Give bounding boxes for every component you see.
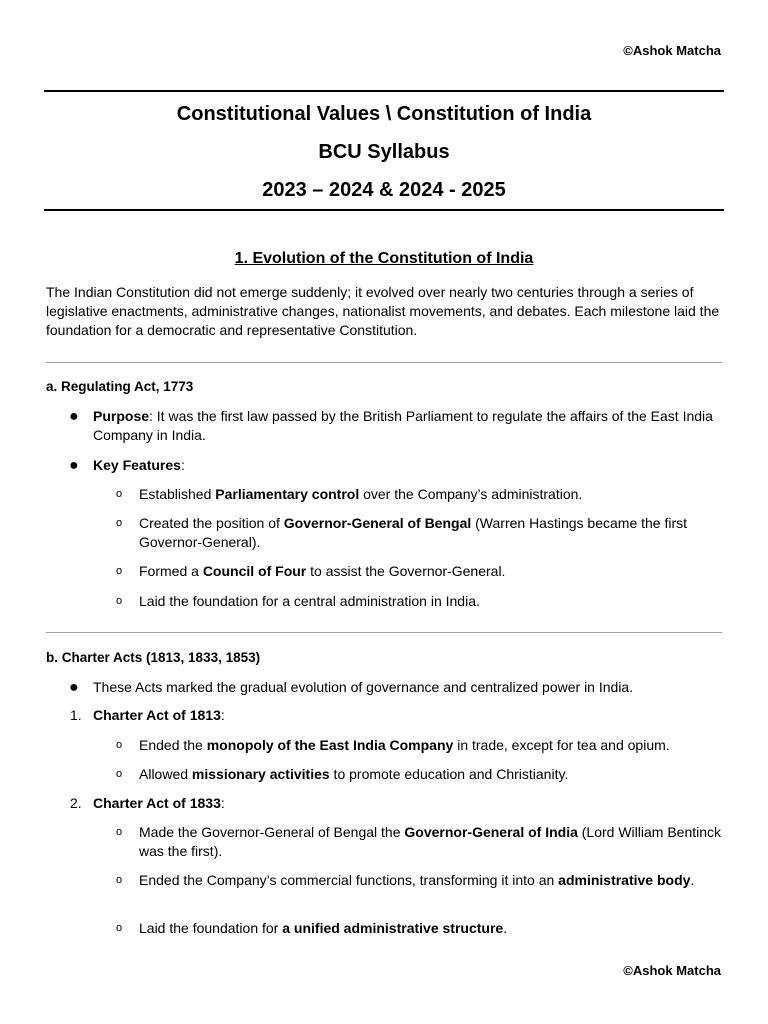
charter-acts-heading: b. Charter Acts (1813, 1833, 1853) (46, 650, 261, 665)
purpose-text: : It was the first law passed by the British Parliament to regulate the affairs of the East India Company in India. (93, 408, 713, 443)
document-subtitle: BCU Syllabus (318, 141, 450, 163)
top-divider (44, 90, 724, 92)
feature-text: Established (139, 486, 216, 502)
point-bold: administrative body (558, 872, 691, 888)
charter-act-colon: : (220, 707, 225, 723)
point-bold: Governor-General of India (404, 824, 578, 840)
section-divider (46, 632, 722, 633)
feature-bold: Council of Four (202, 563, 307, 579)
act-point-item (139, 919, 724, 938)
feature-item (139, 514, 724, 552)
charter-intro-item: These Acts marked the gradual evolution of governance and centralized power in India. (93, 679, 634, 695)
bullet-disc: ● (69, 679, 79, 696)
point-text: Ended the (139, 737, 207, 753)
title-divider (44, 209, 724, 211)
point-text: . (503, 920, 508, 936)
feature-text: (Warren Hastings became the first Governor-General). (139, 515, 688, 550)
point-text: Allowed (139, 766, 192, 782)
feature-bold: Parliamentary control (215, 486, 360, 502)
point-text: to promote education and Christianity. (329, 766, 569, 782)
feature-item (139, 562, 724, 581)
section-intro: The Indian Constitution did not emerge suddenly; it evolved over nearly two centuries through a series of legislative enactments, administrative changes, nationalist movements, and debates. Each milestone laid the foundation for a democratic and representative Constitution. (46, 284, 720, 338)
purpose-label: Purpose (93, 408, 150, 424)
charter-act-1833-label: Charter Act of 1833 (93, 795, 221, 811)
feature-text: to assist the Governor-General. (306, 563, 506, 579)
bullet-circle: o (116, 565, 123, 577)
charter-act-colon: : (220, 795, 225, 811)
bullet-circle: o (116, 595, 123, 607)
feature-text: Created the position of (139, 515, 284, 531)
point-text: . (690, 872, 695, 888)
point-text: Made the Governor-General of Bengal the (139, 824, 405, 840)
point-text: (Lord William Bentinck was the first). (139, 824, 722, 859)
bullet-circle: o (116, 922, 123, 934)
bullet-circle: o (116, 517, 123, 529)
key-features-item (93, 456, 723, 475)
bullet-circle: o (116, 768, 123, 780)
act-point-item (139, 871, 724, 890)
bullet-circle: o (116, 488, 123, 500)
purpose-item (93, 407, 723, 445)
bullet-circle: o (116, 826, 123, 838)
key-features-colon: : (180, 457, 185, 473)
document-title: Constitutional Values \ Constitution of India (176, 103, 592, 125)
feature-text: Formed a (139, 563, 203, 579)
list-number: 1. (70, 707, 82, 723)
bullet-disc: ● (69, 457, 79, 474)
act-point-item (139, 736, 724, 755)
section-heading: 1. Evolution of the Constitution of India (234, 250, 534, 267)
section-divider (46, 362, 722, 363)
bullet-circle: o (116, 739, 123, 751)
document-years: 2023 – 2024 & 2024 - 2025 (262, 179, 506, 201)
feature-item (139, 592, 724, 611)
act-point-item (139, 765, 724, 784)
charter-act-1813-label: Charter Act of 1813 (93, 707, 221, 723)
point-bold: monopoly of the East India Company (206, 737, 454, 753)
list-number: 2. (70, 795, 82, 811)
bullet-circle: o (116, 874, 123, 886)
feature-text: over the Company’s administration. (359, 486, 583, 502)
key-features-label: Key Features (93, 457, 181, 473)
bullet-disc: ● (69, 408, 79, 425)
regulating-act-heading: a. Regulating Act, 1773 (46, 379, 194, 394)
point-text: Laid the foundation for (139, 920, 283, 936)
act-point-item (139, 823, 724, 861)
feature-item (139, 485, 724, 504)
footer-copyright: ©Ashok Matcha (623, 963, 721, 978)
point-text: Ended the Company’s commercial functions, transforming it into an (139, 872, 559, 888)
charter-act-1833-item (93, 794, 723, 813)
point-bold: missionary activities (191, 766, 330, 782)
point-bold: a unified administrative structure (282, 920, 504, 936)
feature-text: Laid the foundation for a central administration in India. (139, 593, 480, 609)
header-copyright: ©Ashok Matcha (623, 43, 721, 58)
point-text: in trade, except for tea and opium. (453, 737, 670, 753)
feature-bold: Governor-General of Bengal (283, 515, 472, 531)
charter-act-1813-item (93, 706, 723, 725)
